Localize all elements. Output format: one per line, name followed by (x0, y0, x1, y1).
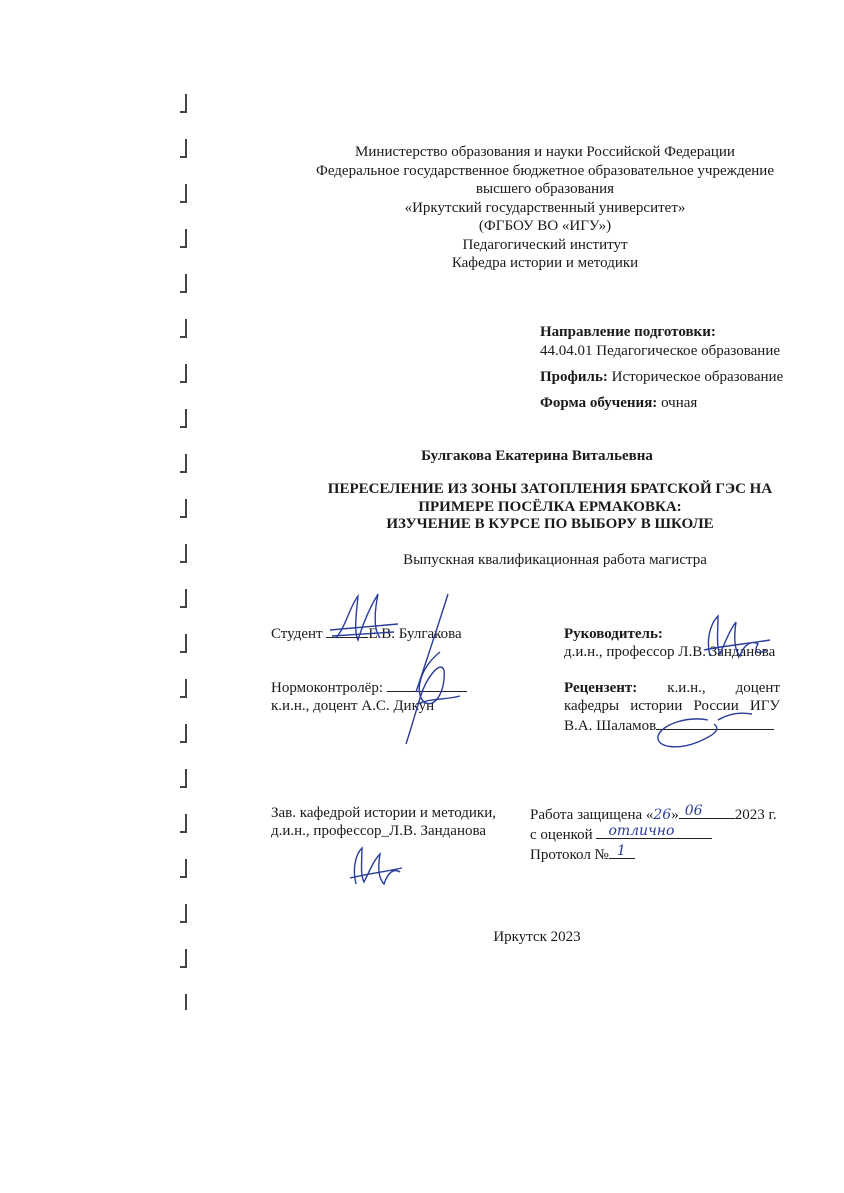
grade-label: с оценкой (530, 827, 593, 843)
binding-hole (180, 544, 186, 562)
head-line-2: д.и.н., профессор_Л.В. Занданова (271, 823, 487, 839)
reviewer-signature-line (656, 715, 774, 730)
reviewer-degree: к.и.н., (667, 680, 706, 696)
ministry-line: Министерство образования и науки Российской Федерации (355, 144, 735, 160)
title-line-2: ПРИМЕРЕ ПОСЁЛКА ЕРМАКОВКА: (418, 498, 682, 515)
reviewer-block (564, 679, 780, 735)
institution-type-line: Федеральное государственное бюджетное образовательное учреждение (315, 162, 774, 179)
institution-header (300, 143, 790, 273)
binding-hole (180, 769, 186, 787)
binding-marks (176, 90, 196, 1010)
title-line-1: ПЕРЕСЕЛЕНИЕ ИЗ ЗОНЫ ЗАТОПЛЕНИЯ БРАТСКОЙ ГЭС НА (327, 481, 773, 497)
student-signature-line (326, 623, 368, 638)
binding-hole (180, 94, 186, 112)
defense-month: 06 (684, 803, 703, 819)
direction-label: Направление подготовки: (540, 324, 716, 340)
work-type: Выпускная квалификационная работа магистра (403, 552, 707, 568)
direction-value: 44.04.01 Педагогическое образование (540, 343, 781, 359)
binding-hole (180, 499, 186, 517)
binding-hole (180, 409, 186, 427)
profile-label: Профиль: (540, 369, 608, 385)
binding-hole (180, 859, 186, 877)
binding-hole (180, 724, 186, 742)
normcontrol-person: к.и.н., доцент А.С. Дикун (271, 698, 435, 714)
city-year: Иркутск 2023 (493, 929, 581, 945)
reviewer-name: В.А. Шаламов (564, 718, 657, 734)
binding-hole (180, 679, 186, 697)
university-abbr: (ФГБОУ ВО «ИГУ») (478, 218, 612, 234)
supervisor-label: Руководитель: (564, 626, 663, 642)
binding-hole (180, 229, 186, 247)
student-label: Студент (271, 626, 323, 642)
study-form-value: очная (661, 395, 698, 411)
defense-sep: » (671, 807, 679, 823)
binding-hole (180, 949, 186, 967)
binding-hole (180, 274, 186, 292)
university-name: «Иркутский государственный университет» (404, 199, 686, 216)
department-name: Кафедра истории и методики (451, 255, 639, 271)
defense-year: 2023 г. (734, 807, 777, 823)
supervisor-block (564, 625, 775, 661)
binding-hole (180, 904, 186, 922)
binding-hole (180, 634, 186, 652)
binding-hole (180, 139, 186, 157)
education-level-line: высшего образования (475, 181, 615, 197)
program-info (540, 323, 810, 413)
head-block (271, 804, 496, 840)
grade-value: отлично (608, 823, 675, 839)
institute-name: Педагогический институт (462, 236, 628, 253)
defense-day: 26 (653, 807, 672, 823)
title-line-3: ИЗУЧЕНИЕ В КУРСЕ ПО ВЫБОРУ В ШКОЛЕ (386, 516, 714, 532)
normcontrol-label: Нормоконтролёр: (271, 680, 384, 696)
defense-prefix: Работа защищена « (530, 807, 654, 823)
student-block (271, 623, 462, 643)
reviewer-label: Рецензент: (564, 680, 638, 696)
defense-block (530, 804, 777, 864)
reviewer-department: кафедры истории России ИГУ (564, 698, 780, 714)
reviewer-title: доцент (735, 680, 780, 696)
author-name: Булгакова Екатерина Витальевна (421, 448, 653, 464)
binding-hole (180, 814, 186, 832)
binding-hole (180, 994, 186, 1010)
student-name: Е.В. Булгакова (368, 626, 462, 642)
normcontrol-block (271, 677, 467, 715)
protocol-number: 1 (616, 843, 626, 859)
binding-hole (180, 589, 186, 607)
binding-hole (180, 364, 186, 382)
head-line-1: Зав. кафедрой истории и методики, (271, 805, 496, 821)
protocol-label: Протокол № (530, 847, 609, 863)
head-signature (346, 842, 406, 892)
binding-hole (180, 319, 186, 337)
thesis-title (300, 481, 800, 534)
profile-value: Историческое образование (611, 369, 784, 385)
study-form-label: Форма обучения: (540, 395, 658, 411)
binding-hole (180, 184, 186, 202)
normcontrol-signature-line (387, 677, 467, 692)
supervisor-person: д.и.н., профессор Л.В. Занданова (564, 644, 776, 660)
